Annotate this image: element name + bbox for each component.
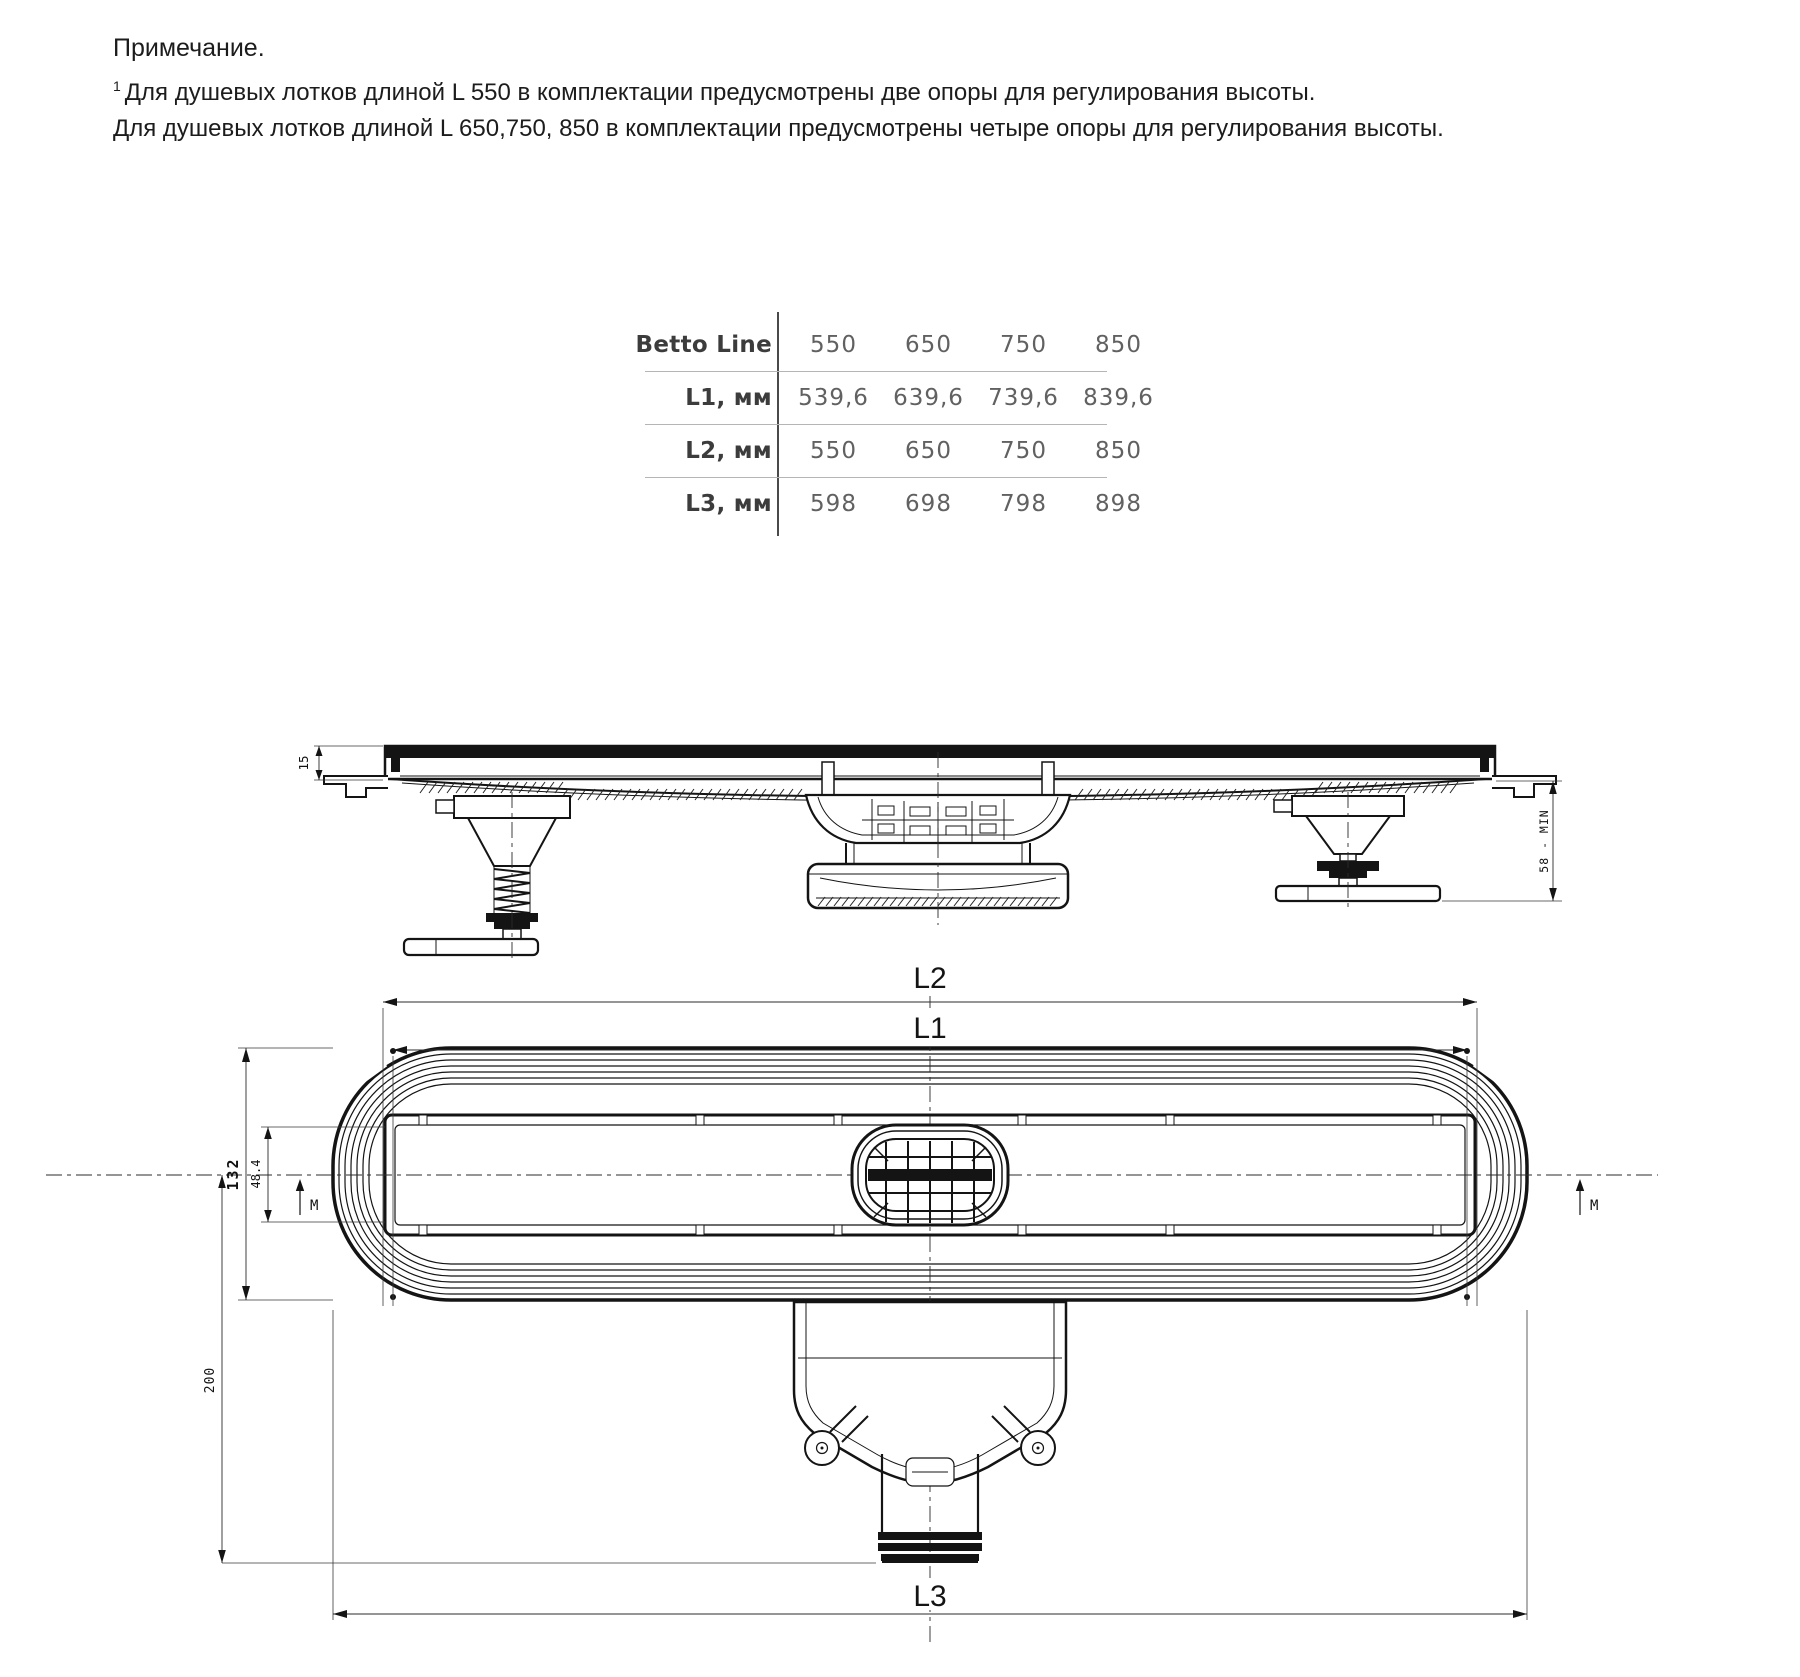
table-cell: 750 xyxy=(1000,437,1047,464)
min-height-label: 58 - MIN xyxy=(1537,809,1551,873)
table-cell: 598 xyxy=(810,490,857,517)
table-cell: 639,6 xyxy=(893,384,964,411)
note-line-2-text: Для душевых лотков длиной L 650,750, 850 в комплектации предусмотрены четыре опоры для регулирования высоты. xyxy=(113,115,1444,142)
body-width-dimension xyxy=(224,1048,333,1300)
outlet-offset-label: 200 xyxy=(203,1366,218,1394)
l2-label: L2 xyxy=(913,962,947,995)
footnote-mark: 1 xyxy=(113,78,121,94)
table-cell: 739,6 xyxy=(988,384,1059,411)
edge-height-label: 15 xyxy=(296,755,311,771)
note-title: Примечание. xyxy=(113,34,265,62)
table-cell: 850 xyxy=(1095,437,1142,464)
side-height-dimension xyxy=(296,746,383,780)
drain-trap-plan xyxy=(794,1302,1066,1562)
right-support-leg xyxy=(1274,792,1440,910)
section-mark-right xyxy=(1576,1179,1599,1215)
table-header-label: Betto Line xyxy=(635,331,772,358)
side-view-drawing xyxy=(296,746,1562,962)
table-header-value: 650 xyxy=(905,331,952,358)
table-cell: 550 xyxy=(810,437,857,464)
l3-label: L3 xyxy=(913,1580,947,1613)
body-width-label: 132 xyxy=(224,1157,242,1191)
left-support-leg xyxy=(404,792,570,962)
table-row-label: L2, мм xyxy=(685,437,772,464)
table-cell: 650 xyxy=(905,437,952,464)
drain-grate xyxy=(852,1125,1008,1225)
table-header-value: 550 xyxy=(810,331,857,358)
l1-label: L1 xyxy=(913,1012,947,1045)
min-height-dimension xyxy=(1442,781,1562,901)
table-cell: 698 xyxy=(905,490,952,517)
plan-view-drawing xyxy=(46,958,1658,1642)
table-cell: 839,6 xyxy=(1083,384,1154,411)
table-row-label: L3, мм xyxy=(685,490,772,517)
table-header-value: 750 xyxy=(1000,331,1047,358)
table-cell: 898 xyxy=(1095,490,1142,517)
channel-width-label: 48.4 xyxy=(249,1159,263,1189)
section-mark-left xyxy=(296,1179,319,1215)
table-header-value: 850 xyxy=(1095,331,1142,358)
table-cell: 798 xyxy=(1000,490,1047,517)
section-mark-label: M xyxy=(1590,1198,1599,1214)
section-mark-label: M xyxy=(310,1198,319,1214)
note-line-1-text: Для душевых лотков длиной L 550 в комплектации предусмотрены две опоры для регулирования высоты. xyxy=(124,79,1316,106)
table-row-label: L1, мм xyxy=(685,384,772,411)
table-cell: 539,6 xyxy=(798,384,869,411)
